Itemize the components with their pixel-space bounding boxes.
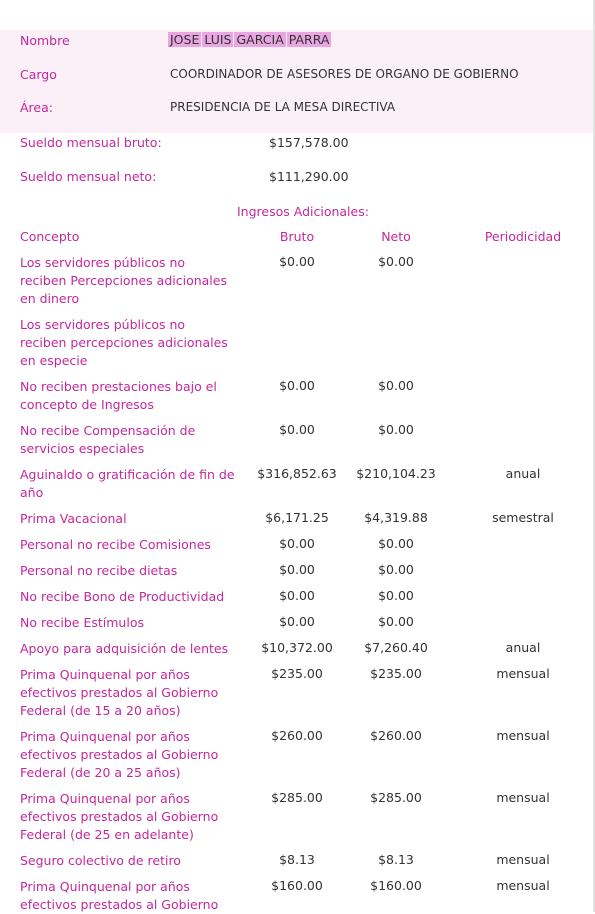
row-periodicidad: mensual: [496, 728, 550, 743]
row-bruto: $0.00: [279, 378, 315, 393]
row-concepto: Los servidores públicos no reciben percepciones adicionales en especie: [20, 317, 228, 368]
col-header-bruto: Bruto: [279, 229, 315, 244]
row-periodicidad: anual: [505, 640, 541, 655]
row-bruto: $0.00: [279, 614, 315, 629]
row-neto: $260.00: [370, 728, 422, 743]
row-concepto: Seguro colectivo de retiro: [20, 853, 181, 868]
row-concepto: Aguinaldo o gratificación de fin de año: [20, 467, 235, 500]
sueldo-neto-value: $111,290.00: [269, 169, 349, 184]
col-header-concepto: Concepto: [20, 229, 80, 244]
top-strip: [0, 0, 595, 30]
row-bruto: $285.00: [271, 790, 323, 805]
row-bruto: $0.00: [279, 562, 315, 577]
row-bruto: $0.00: [279, 254, 315, 269]
sueldo-bruto-label: Sueldo mensual bruto:: [20, 135, 162, 150]
row-bruto: $8.13: [279, 852, 315, 867]
row-periodicidad: mensual: [496, 852, 550, 867]
row-neto: $0.00: [378, 614, 414, 629]
row-periodicidad: semestral: [492, 510, 554, 525]
row-concepto: No recibe Compensación de servicios especiales: [20, 423, 196, 456]
row-bruto: $160.00: [271, 878, 323, 893]
col-header-periodicidad: Periodicidad: [484, 229, 562, 244]
row-bruto: $10,372.00: [261, 640, 333, 655]
row-concepto: Prima Vacacional: [20, 511, 127, 526]
row-bruto: $260.00: [271, 728, 323, 743]
sueldo-bruto-value: $157,578.00: [269, 135, 349, 150]
cargo-label: Cargo: [20, 67, 57, 82]
row-periodicidad: anual: [505, 466, 541, 481]
row-neto: $4,319.88: [364, 510, 428, 525]
row-concepto: Prima Quinquenal por años efectivos prestados al Gobierno Federal (de 20 a 25 años): [20, 729, 219, 780]
nombre-part: PARRA: [288, 32, 330, 47]
row-neto: $0.00: [378, 422, 414, 437]
row-neto: $235.00: [370, 666, 422, 681]
row-concepto: Prima Quinquenal por años efectivos prestados al Gobierno: [20, 879, 219, 912]
row-bruto: $316,852.63: [257, 466, 337, 481]
nombre-value: [168, 32, 332, 47]
row-concepto: Prima Quinquenal por años efectivos prestados al Gobierno Federal (de 15 a 20 años): [20, 667, 219, 718]
row-concepto: No recibe Bono de Productividad: [20, 589, 225, 604]
row-neto: $0.00: [378, 378, 414, 393]
nombre-part: LUIS: [204, 32, 232, 47]
nombre-part: GARCIA: [236, 32, 284, 47]
row-bruto: $0.00: [279, 422, 315, 437]
row-neto: $0.00: [378, 536, 414, 551]
row-neto: $210,104.23: [356, 466, 436, 481]
row-bruto: $0.00: [279, 536, 315, 551]
sueldo-neto-label: Sueldo mensual neto:: [20, 169, 157, 184]
row-neto: $0.00: [378, 588, 414, 603]
row-concepto: Personal no recibe Comisiones: [20, 537, 211, 552]
row-periodicidad: mensual: [496, 878, 550, 893]
row-neto: $0.00: [378, 562, 414, 577]
row-neto: $160.00: [370, 878, 422, 893]
area-value: PRESIDENCIA DE LA MESA DIRECTIVA: [170, 100, 396, 114]
col-header-neto: Neto: [381, 229, 411, 244]
row-concepto: Apoyo para adquisición de lentes: [20, 641, 229, 656]
cargo-value: COORDINADOR DE ASESORES DE ORGANO DE GOBIERNO: [170, 67, 519, 81]
nombre-label: Nombre: [20, 33, 70, 48]
area-label: Área:: [20, 100, 53, 115]
row-neto: $285.00: [370, 790, 422, 805]
ingresos-title: Ingresos Adicionales:: [237, 204, 369, 219]
nombre-part: JOSE: [170, 32, 200, 47]
row-periodicidad: mensual: [496, 666, 550, 681]
row-neto: $7,260.40: [364, 640, 428, 655]
row-bruto: $6,171.25: [265, 510, 329, 525]
row-concepto: Personal no recibe dietas: [20, 563, 178, 578]
row-neto: $8.13: [378, 852, 414, 867]
row-neto: $0.00: [378, 254, 414, 269]
row-concepto: No recibe Estímulos: [20, 615, 144, 630]
row-periodicidad: mensual: [496, 790, 550, 805]
row-bruto: $235.00: [271, 666, 323, 681]
row-concepto: Los servidores públicos no reciben Percepciones adicionales en dinero: [20, 255, 227, 306]
row-bruto: $0.00: [279, 588, 315, 603]
row-concepto: No reciben prestaciones bajo el concepto de Ingresos: [20, 379, 217, 412]
row-concepto: Prima Quinquenal por años efectivos prestados al Gobierno Federal (de 25 en adelante): [20, 791, 219, 842]
